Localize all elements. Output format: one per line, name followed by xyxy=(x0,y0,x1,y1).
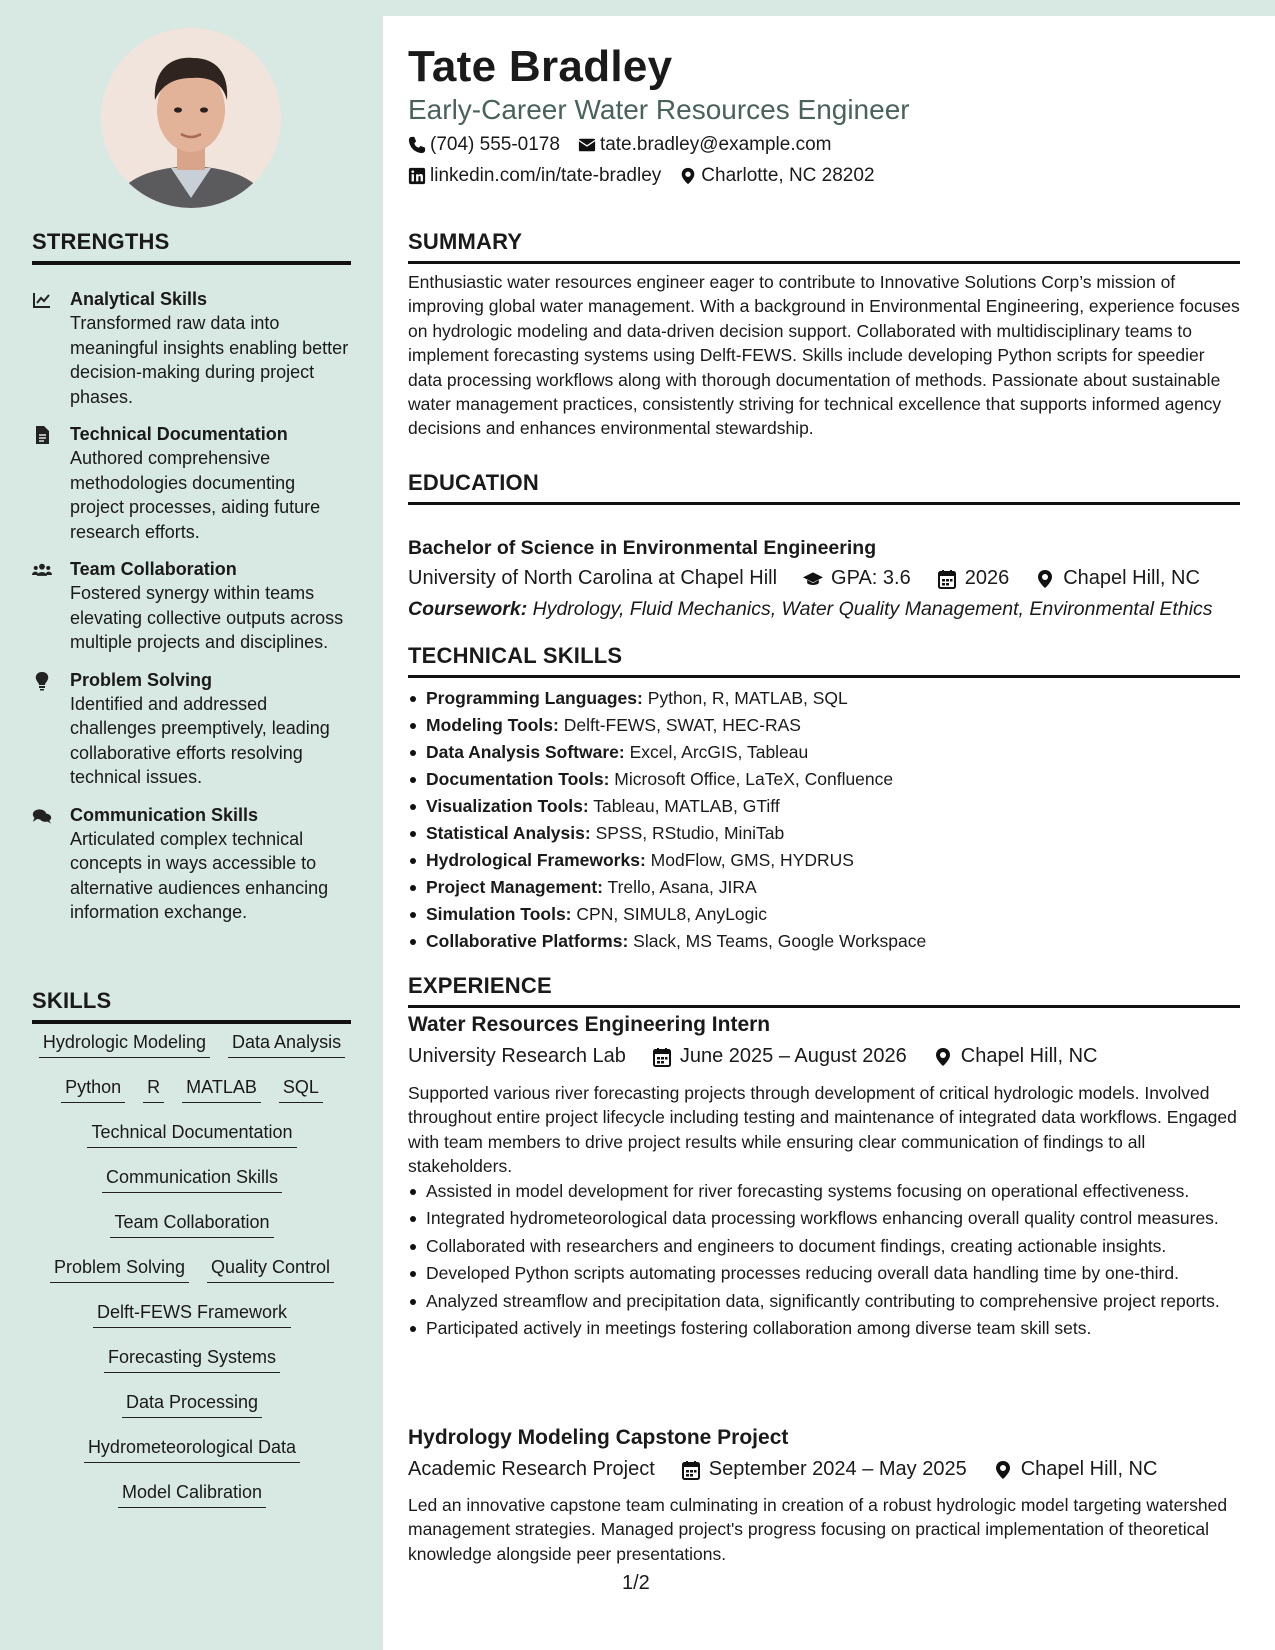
job-org: University Research Lab xyxy=(408,1045,626,1067)
list-item: Developed Python scripts automating processes reducing overall data handling time by one-third. xyxy=(408,1261,1240,1285)
list-item: Programming Languages: Python, R, MATLAB, SQL xyxy=(408,685,1240,712)
job-summary: Led an innovative capstone team culminating in creation of a robust hydrologic model targeting watershed management strategies. Managed project's progress focusing on practical implementation of theoretical knowledge alongside peer presentations. xyxy=(408,1495,1228,1564)
strength-desc: Authored comprehensive methodologies documenting project processes, aiding future research efforts. xyxy=(70,448,321,542)
list-item: Assisted in model development for river forecasting systems focusing on operational effectiveness. xyxy=(408,1179,1240,1203)
skill-tag: Quality Control xyxy=(207,1255,334,1283)
job-dates: September 2024 – May 2025 xyxy=(708,1458,967,1480)
contact-row xyxy=(408,134,832,156)
list-item: Statistical Analysis: SPSS, RStudio, MiniTab xyxy=(408,820,1240,847)
candidate-name: Tate Bradley xyxy=(408,42,673,91)
skill-tag: SQL xyxy=(279,1075,323,1103)
skill-tag: Team Collaboration xyxy=(110,1210,273,1238)
lightbulb-icon xyxy=(32,669,70,790)
list-item: Project Management: Trello, Asana, JIRA xyxy=(408,874,1240,901)
skills-heading: SKILLS xyxy=(32,988,351,1024)
list-item: Simulation Tools: CPN, SIMUL8, AnyLogic xyxy=(408,901,1240,928)
strength-title: Team Collaboration xyxy=(70,559,237,579)
skill-tag: Python xyxy=(61,1075,125,1103)
job-meta xyxy=(408,1458,1157,1481)
location-text: Charlotte, NC 28202 xyxy=(701,165,875,186)
candidate-headline: Early-Career Water Resources Engineer xyxy=(408,94,910,125)
coursework xyxy=(408,598,1213,621)
skill-tag: Hydrometeorological Data xyxy=(84,1435,300,1463)
calendar-icon xyxy=(652,1047,672,1067)
users-icon xyxy=(32,558,70,655)
skill-tag: MATLAB xyxy=(182,1075,261,1103)
list-item: Analyzed streamflow and precipitation data, significantly contributing to comprehensive project reports. xyxy=(408,1289,1240,1313)
strength-desc: Articulated complex technical concepts in ways accessible to alternative audiences enhancing information exchange. xyxy=(70,828,329,922)
skill-tag: Data Analysis xyxy=(228,1030,345,1058)
experience-heading: EXPERIENCE xyxy=(408,973,1240,1008)
strength-item xyxy=(32,423,352,544)
skill-tag: Delft-FEWS Framework xyxy=(93,1300,291,1328)
summary-heading: SUMMARY xyxy=(408,229,1240,264)
job-meta xyxy=(408,1045,1097,1068)
skills-cloud xyxy=(32,1030,352,1525)
calendar-icon xyxy=(937,569,957,589)
skill-tag: Model Calibration xyxy=(118,1480,266,1508)
job-dates: June 2025 – August 2026 xyxy=(679,1045,907,1067)
school-location: Chapel Hill, NC xyxy=(1063,567,1200,589)
graduation-cap-icon xyxy=(803,569,823,589)
job-location: Chapel Hill, NC xyxy=(1020,1458,1158,1480)
envelope-icon xyxy=(578,136,596,154)
linkedin-contact[interactable] xyxy=(408,165,661,187)
list-item: Hydrological Frameworks: ModFlow, GMS, HYDRUS xyxy=(408,847,1240,874)
skill-tag: Communication Skills xyxy=(102,1165,282,1193)
skill-tag: Data Processing xyxy=(122,1390,262,1418)
comments-icon xyxy=(32,804,70,925)
contact-row xyxy=(408,165,875,187)
strength-desc: Fostered synergy within teams elevating collective outputs across multiple projects and disciplines. xyxy=(70,583,344,652)
map-pin-icon xyxy=(933,1047,953,1067)
strength-title: Technical Documentation xyxy=(70,424,288,444)
map-pin-icon xyxy=(993,1460,1013,1480)
list-item: Integrated hydrometeorological data processing workflows enhancing overall quality control measures. xyxy=(408,1206,1240,1230)
sidebar xyxy=(0,0,383,1650)
calendar-icon xyxy=(681,1460,701,1480)
school-name: University of North Carolina at Chapel Hill xyxy=(408,567,778,589)
list-item: Visualization Tools: Tableau, MATLAB, GTiff xyxy=(408,793,1240,820)
avatar xyxy=(101,28,281,208)
job-summary: Supported various river forecasting projects through development of critical hydrologic models. Involved throughout entire project lifecycle including testing and maintenance of integrated data workflows. Engaged with team members to drive project results while ensuring clear communication of findings to all stakeholders. xyxy=(408,1083,1237,1177)
page-number: 1/2 xyxy=(622,1572,650,1594)
strength-desc: Transformed raw data into meaningful insights enabling better decision-making during project phases. xyxy=(70,313,349,407)
location-contact xyxy=(679,165,874,187)
list-item: Collaborative Platforms: Slack, MS Teams, Google Workspace xyxy=(408,928,1240,955)
job-org: Academic Research Project xyxy=(408,1458,655,1480)
job-title: Hydrology Modeling Capstone Project xyxy=(408,1426,789,1449)
document-icon xyxy=(32,423,70,544)
graduation-year: 2026 xyxy=(964,567,1010,589)
strengths-list xyxy=(32,288,352,939)
skill-tag: Technical Documentation xyxy=(87,1120,296,1148)
strength-item xyxy=(32,804,352,925)
gpa: GPA: 3.6 xyxy=(831,567,911,589)
job-bullets xyxy=(408,1179,1240,1340)
profile-photo xyxy=(101,28,281,208)
strength-desc: Identified and addressed challenges preemptively, leading collaborative efforts resolving technical issues. xyxy=(70,693,330,787)
strength-item xyxy=(32,669,352,790)
education-meta xyxy=(408,567,1200,590)
phone-contact[interactable] xyxy=(408,134,560,156)
job-location: Chapel Hill, NC xyxy=(960,1045,1098,1067)
degree-title: Bachelor of Science in Environmental Engineering xyxy=(408,537,877,559)
job-title: Water Resources Engineering Intern xyxy=(408,1013,771,1036)
strength-item xyxy=(32,558,352,655)
strength-title: Communication Skills xyxy=(70,804,259,825)
list-item: Documentation Tools: Microsoft Office, LaTeX, Confluence xyxy=(408,766,1240,793)
list-item: Collaborated with researchers and engineers to document findings, creating actionable insights. xyxy=(408,1234,1240,1258)
map-pin-icon xyxy=(1035,569,1055,589)
strength-title: Problem Solving xyxy=(70,669,213,690)
map-pin-icon xyxy=(679,167,697,185)
coursework-label: Coursework: xyxy=(408,598,528,620)
phone-number: (704) 555-0178 xyxy=(430,134,560,155)
summary-text: Enthusiastic water resources engineer eager to contribute to Innovative Solutions Corp’s mission of improving global water management. With a background in Environmental Engineering, experience focuses on hydrologic modeling and data-driven decision support. Collaborated with multidisciplinary teams to implement forecasting systems using Delft-FEWS. Skills include developing Python scripts for speedier data processing workflows along with thorough documentation of methods. Passionate about sustainable water management practices, consistently striving for technical excellence that supports informed agency decisions and enhances environmental stewardship. xyxy=(408,272,1240,439)
skill-tag: Forecasting Systems xyxy=(104,1345,280,1373)
email-address: tate.bradley@example.com xyxy=(599,134,832,155)
email-contact[interactable] xyxy=(578,134,832,156)
list-item: Modeling Tools: Delft-FEWS, SWAT, HEC-RAS xyxy=(408,712,1240,739)
coursework-list: Hydrology, Fluid Mechanics, Water Quality Management, Environmental Ethics xyxy=(532,598,1213,620)
education-heading: EDUCATION xyxy=(408,470,1240,505)
strength-item xyxy=(32,288,352,409)
list-item: Data Analysis Software: Excel, ArcGIS, Tableau xyxy=(408,739,1240,766)
list-item: Participated actively in meetings fostering collaboration among diverse team skill sets. xyxy=(408,1316,1240,1340)
strengths-heading: STRENGTHS xyxy=(32,229,351,265)
linkedin-url: linkedin.com/in/tate-bradley xyxy=(430,165,662,186)
skill-tag: Problem Solving xyxy=(50,1255,189,1283)
technical-skills-list xyxy=(408,685,1240,955)
technical-skills-heading: TECHNICAL SKILLS xyxy=(408,643,1240,678)
phone-icon xyxy=(408,136,426,154)
skill-tag: R xyxy=(143,1075,164,1103)
chart-line-icon xyxy=(32,288,70,409)
strength-title: Analytical Skills xyxy=(70,289,208,309)
linkedin-icon xyxy=(408,167,426,185)
skill-tag: Hydrologic Modeling xyxy=(39,1030,210,1058)
